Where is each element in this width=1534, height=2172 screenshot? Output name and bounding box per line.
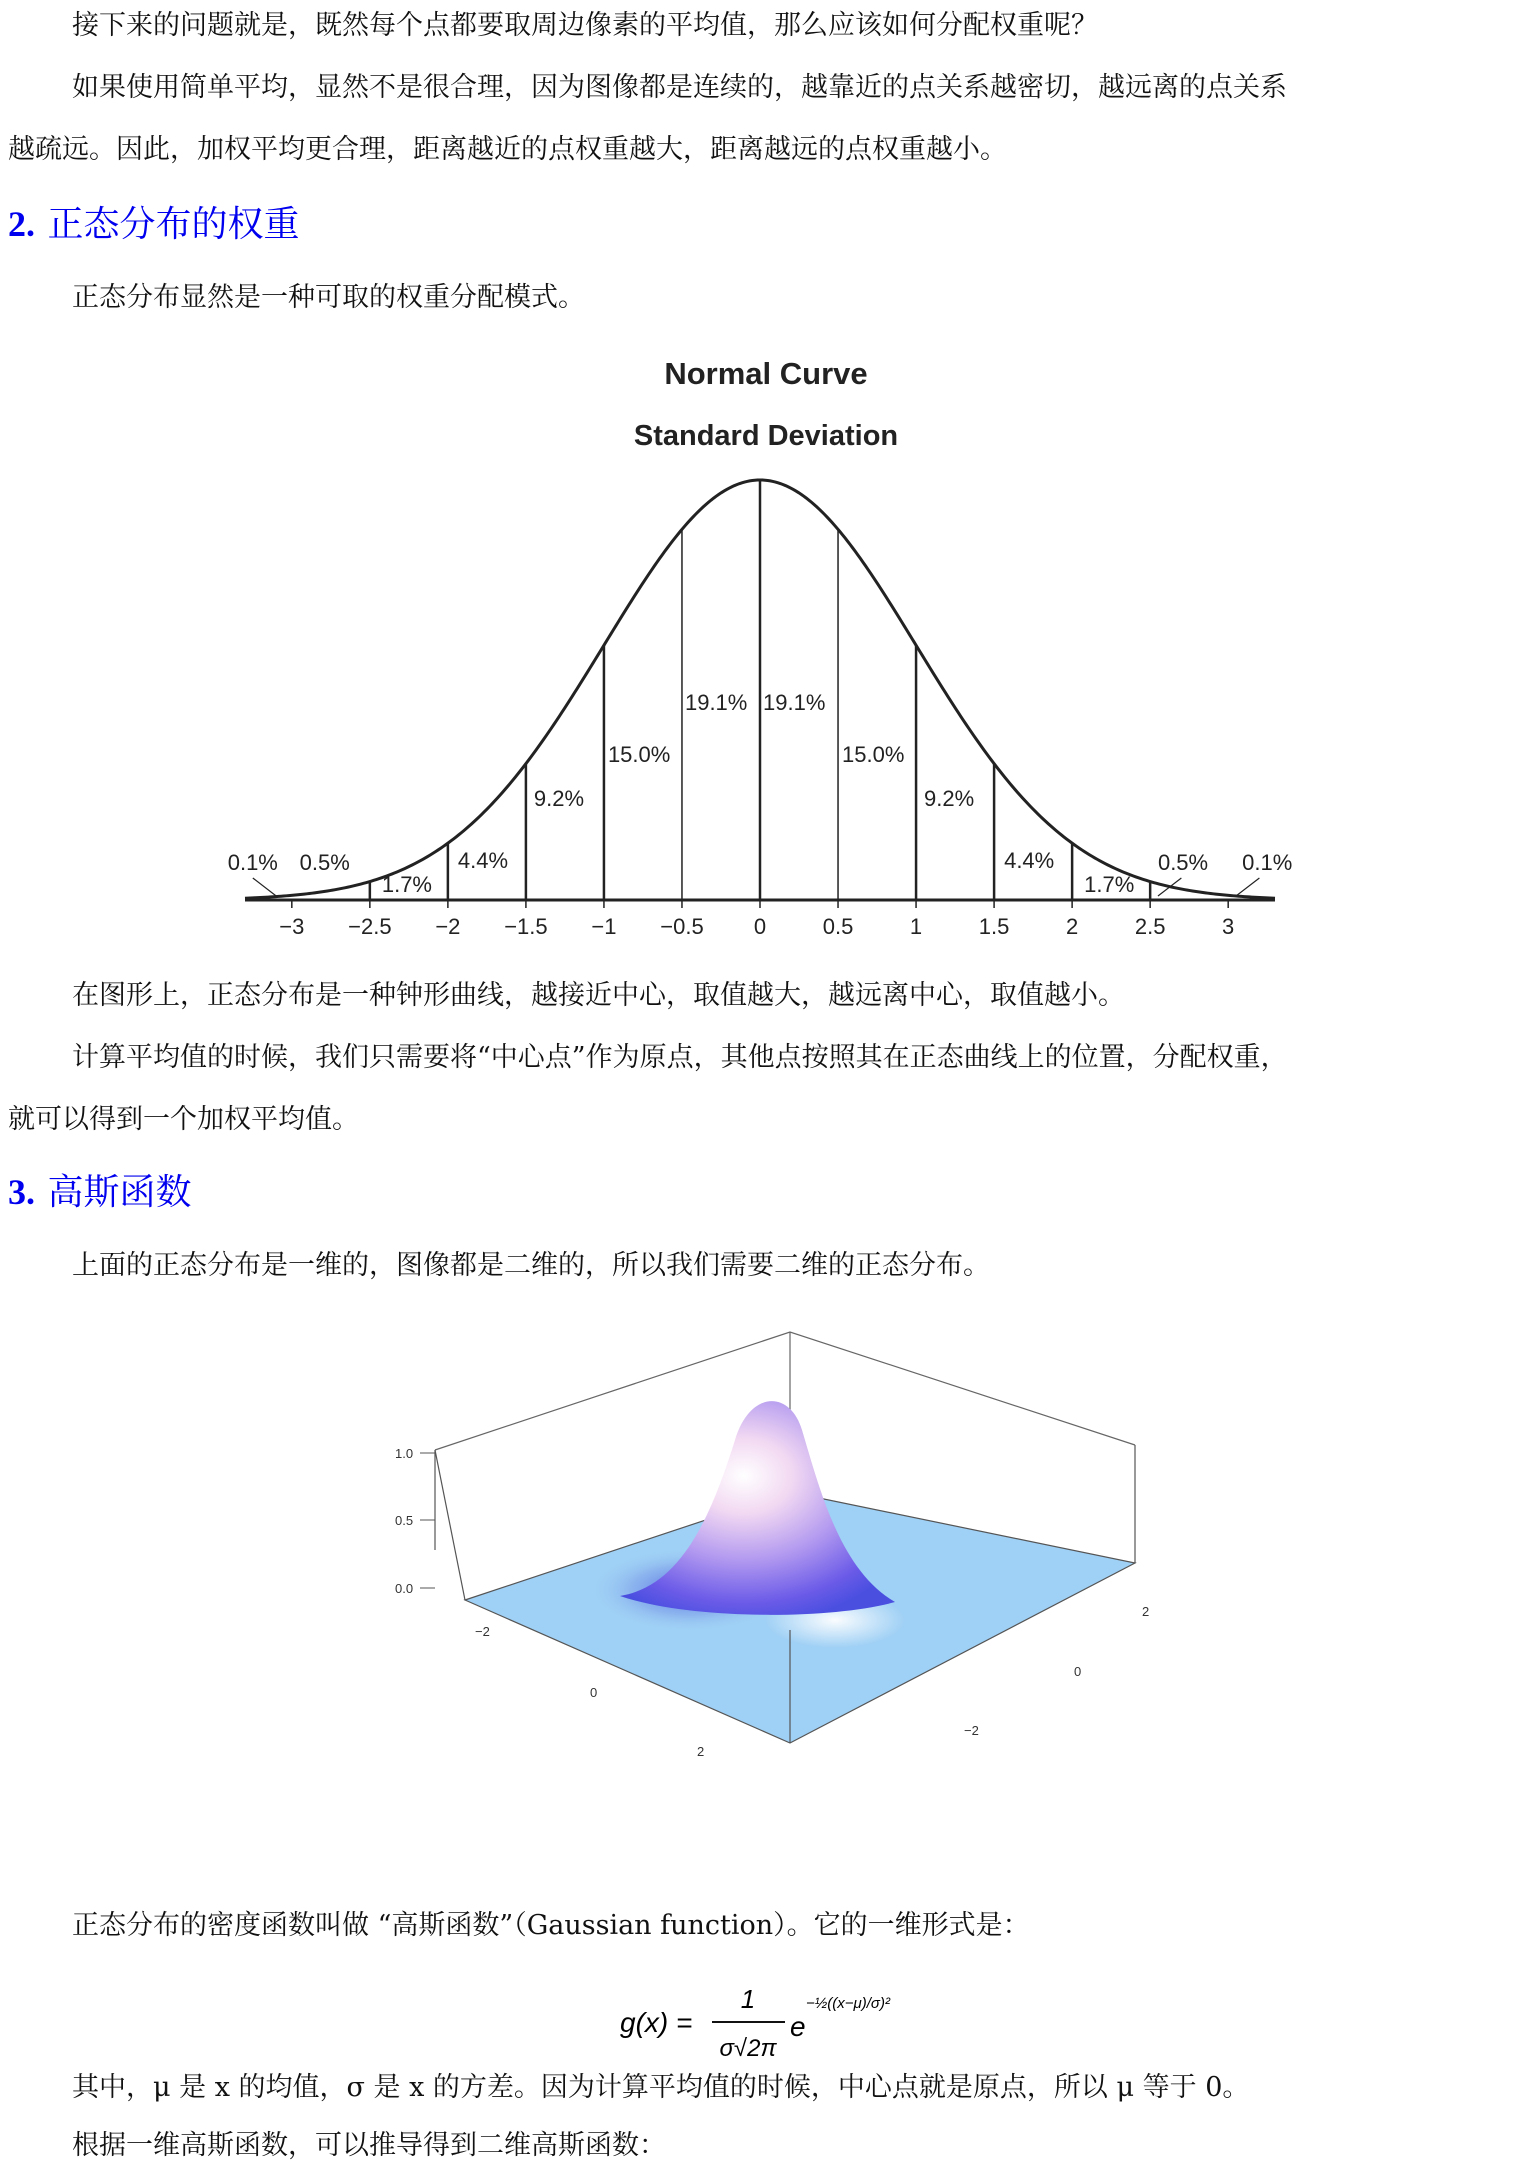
- x-tick-label: −1.5: [504, 914, 548, 939]
- formula-render: [620, 1970, 940, 2070]
- paragraph-mean-variance: 其中，μ 是 x 的均值，σ 是 x 的方差。因为计算平均值的时候，中心点就是原点，所以 μ 等于 0。: [72, 2072, 1250, 2103]
- heading-number: 2.: [8, 204, 35, 244]
- x-tick-label: −1: [591, 914, 617, 939]
- paragraph-2d-need: 上面的正态分布是一维的，图像都是二维的，所以我们需要二维的正态分布。: [72, 1250, 990, 1281]
- gaussian-formula: [620, 1970, 940, 2077]
- segment-label: 19.1%: [763, 690, 826, 715]
- leader-line: [1236, 878, 1259, 896]
- y-tick: −2: [964, 1723, 979, 1738]
- x-tick-label: 2.5: [1134, 914, 1166, 939]
- segment-label: 9.2%: [533, 786, 585, 811]
- heading-text: 正态分布的权重: [47, 204, 300, 245]
- leader-line: [253, 878, 276, 896]
- z-tick: 0.5: [395, 1513, 414, 1528]
- x-tick-label: 2: [1065, 914, 1079, 939]
- x-tick: 0: [590, 1685, 598, 1700]
- formula-lhs: g(x) =: [620, 2007, 693, 2038]
- paragraph-2d-gaussian-derivation: 根据一维高斯函数，可以推导得到二维高斯函数：: [72, 2130, 666, 2161]
- z-tick: 1.0: [395, 1446, 414, 1461]
- x-tick: −2: [475, 1624, 490, 1639]
- segment-label: 15.0%: [607, 742, 671, 767]
- paragraph-simple-average: 如果使用简单平均，显然不是很合理，因为图像都是连续的，越靠近的点关系越密切，越远离的点关系: [72, 72, 1287, 103]
- z-axis-ticks: [395, 1446, 435, 1596]
- segment-label: 1.7%: [1084, 872, 1135, 897]
- segment-label: 9.2%: [924, 786, 975, 811]
- x-tick-label: 1.5: [978, 914, 1010, 939]
- gaussian-surface-figure: [390, 1320, 1170, 1864]
- chart-subtitle: Standard Deviation: [633, 420, 899, 452]
- segment-label: 15.0%: [842, 742, 905, 767]
- formula-exponent: −½((x−μ)/σ)²: [806, 1995, 890, 2012]
- x-tick-label: −2.5: [348, 914, 392, 939]
- paragraph-bell-curve: 在图形上，正态分布是一种钟形曲线，越接近中心，取值越大，越远离中心，取值越小。: [72, 980, 1125, 1011]
- paragraph-weighted-mean-result: 就可以得到一个加权平均值。: [8, 1104, 359, 1135]
- formula-numerator: 1: [740, 1984, 756, 2014]
- tail-label: 0.1%: [1242, 850, 1293, 875]
- paragraph-weighted-average: 越疏远。因此，加权平均更合理，距离越近的点权重越大，距离越远的点权重越小。: [8, 134, 1007, 165]
- normal-curve-chart: [200, 350, 1360, 950]
- x-tick: 2: [697, 1744, 705, 1759]
- chart-title: Normal Curve: [664, 356, 868, 391]
- formula-exp-base: e: [790, 2011, 806, 2042]
- segment-label: 4.4%: [457, 848, 509, 873]
- y-tick: 2: [1142, 1604, 1150, 1619]
- gaussian-surface-plot: [390, 1320, 1170, 1860]
- segment-label: 0.5%: [299, 850, 350, 875]
- x-tick-label: 3: [1222, 914, 1235, 939]
- y-tick: 0: [1074, 1664, 1082, 1679]
- x-tick-label: −0.5: [660, 914, 704, 939]
- z-tick: 0.0: [395, 1581, 414, 1596]
- paragraph-normal-distribution-intro: 正态分布显然是一种可取的权重分配模式。: [72, 282, 585, 313]
- segment-label: 0.5%: [1157, 850, 1209, 875]
- paragraph-gaussian-function: 正态分布的密度函数叫做 “高斯函数”（Gaussian function）。它的一维形式是：: [72, 1910, 1030, 1941]
- normal-curve-figure: [200, 350, 1360, 954]
- segment-label: 1.7%: [381, 872, 433, 897]
- heading-number: 3.: [8, 1172, 35, 1212]
- section-heading-normal-weight: [8, 196, 300, 247]
- x-tick-label: 0: [753, 914, 767, 939]
- x-tick-label: −2: [435, 914, 461, 939]
- x-tick-label: 1: [909, 914, 923, 939]
- tail-label: 0.1%: [227, 850, 278, 875]
- segment-label: 4.4%: [1004, 848, 1055, 873]
- paragraph-center-origin: 计算平均值的时候，我们只需要将“中心点”作为原点，其他点按照其在正态曲线上的位置，分配权重，: [72, 1042, 1288, 1073]
- x-tick-label: −3: [279, 914, 305, 939]
- segment-label: 19.1%: [684, 690, 748, 715]
- section-heading-gaussian: [8, 1164, 192, 1215]
- paragraph-weight-question: 接下来的问题就是，既然每个点都要取周边像素的平均值，那么应该如何分配权重呢？: [72, 10, 1098, 41]
- formula-denominator: σ√2π: [719, 2035, 777, 2062]
- x-tick-label: 0.5: [822, 914, 854, 939]
- heading-text: 高斯函数: [47, 1172, 192, 1213]
